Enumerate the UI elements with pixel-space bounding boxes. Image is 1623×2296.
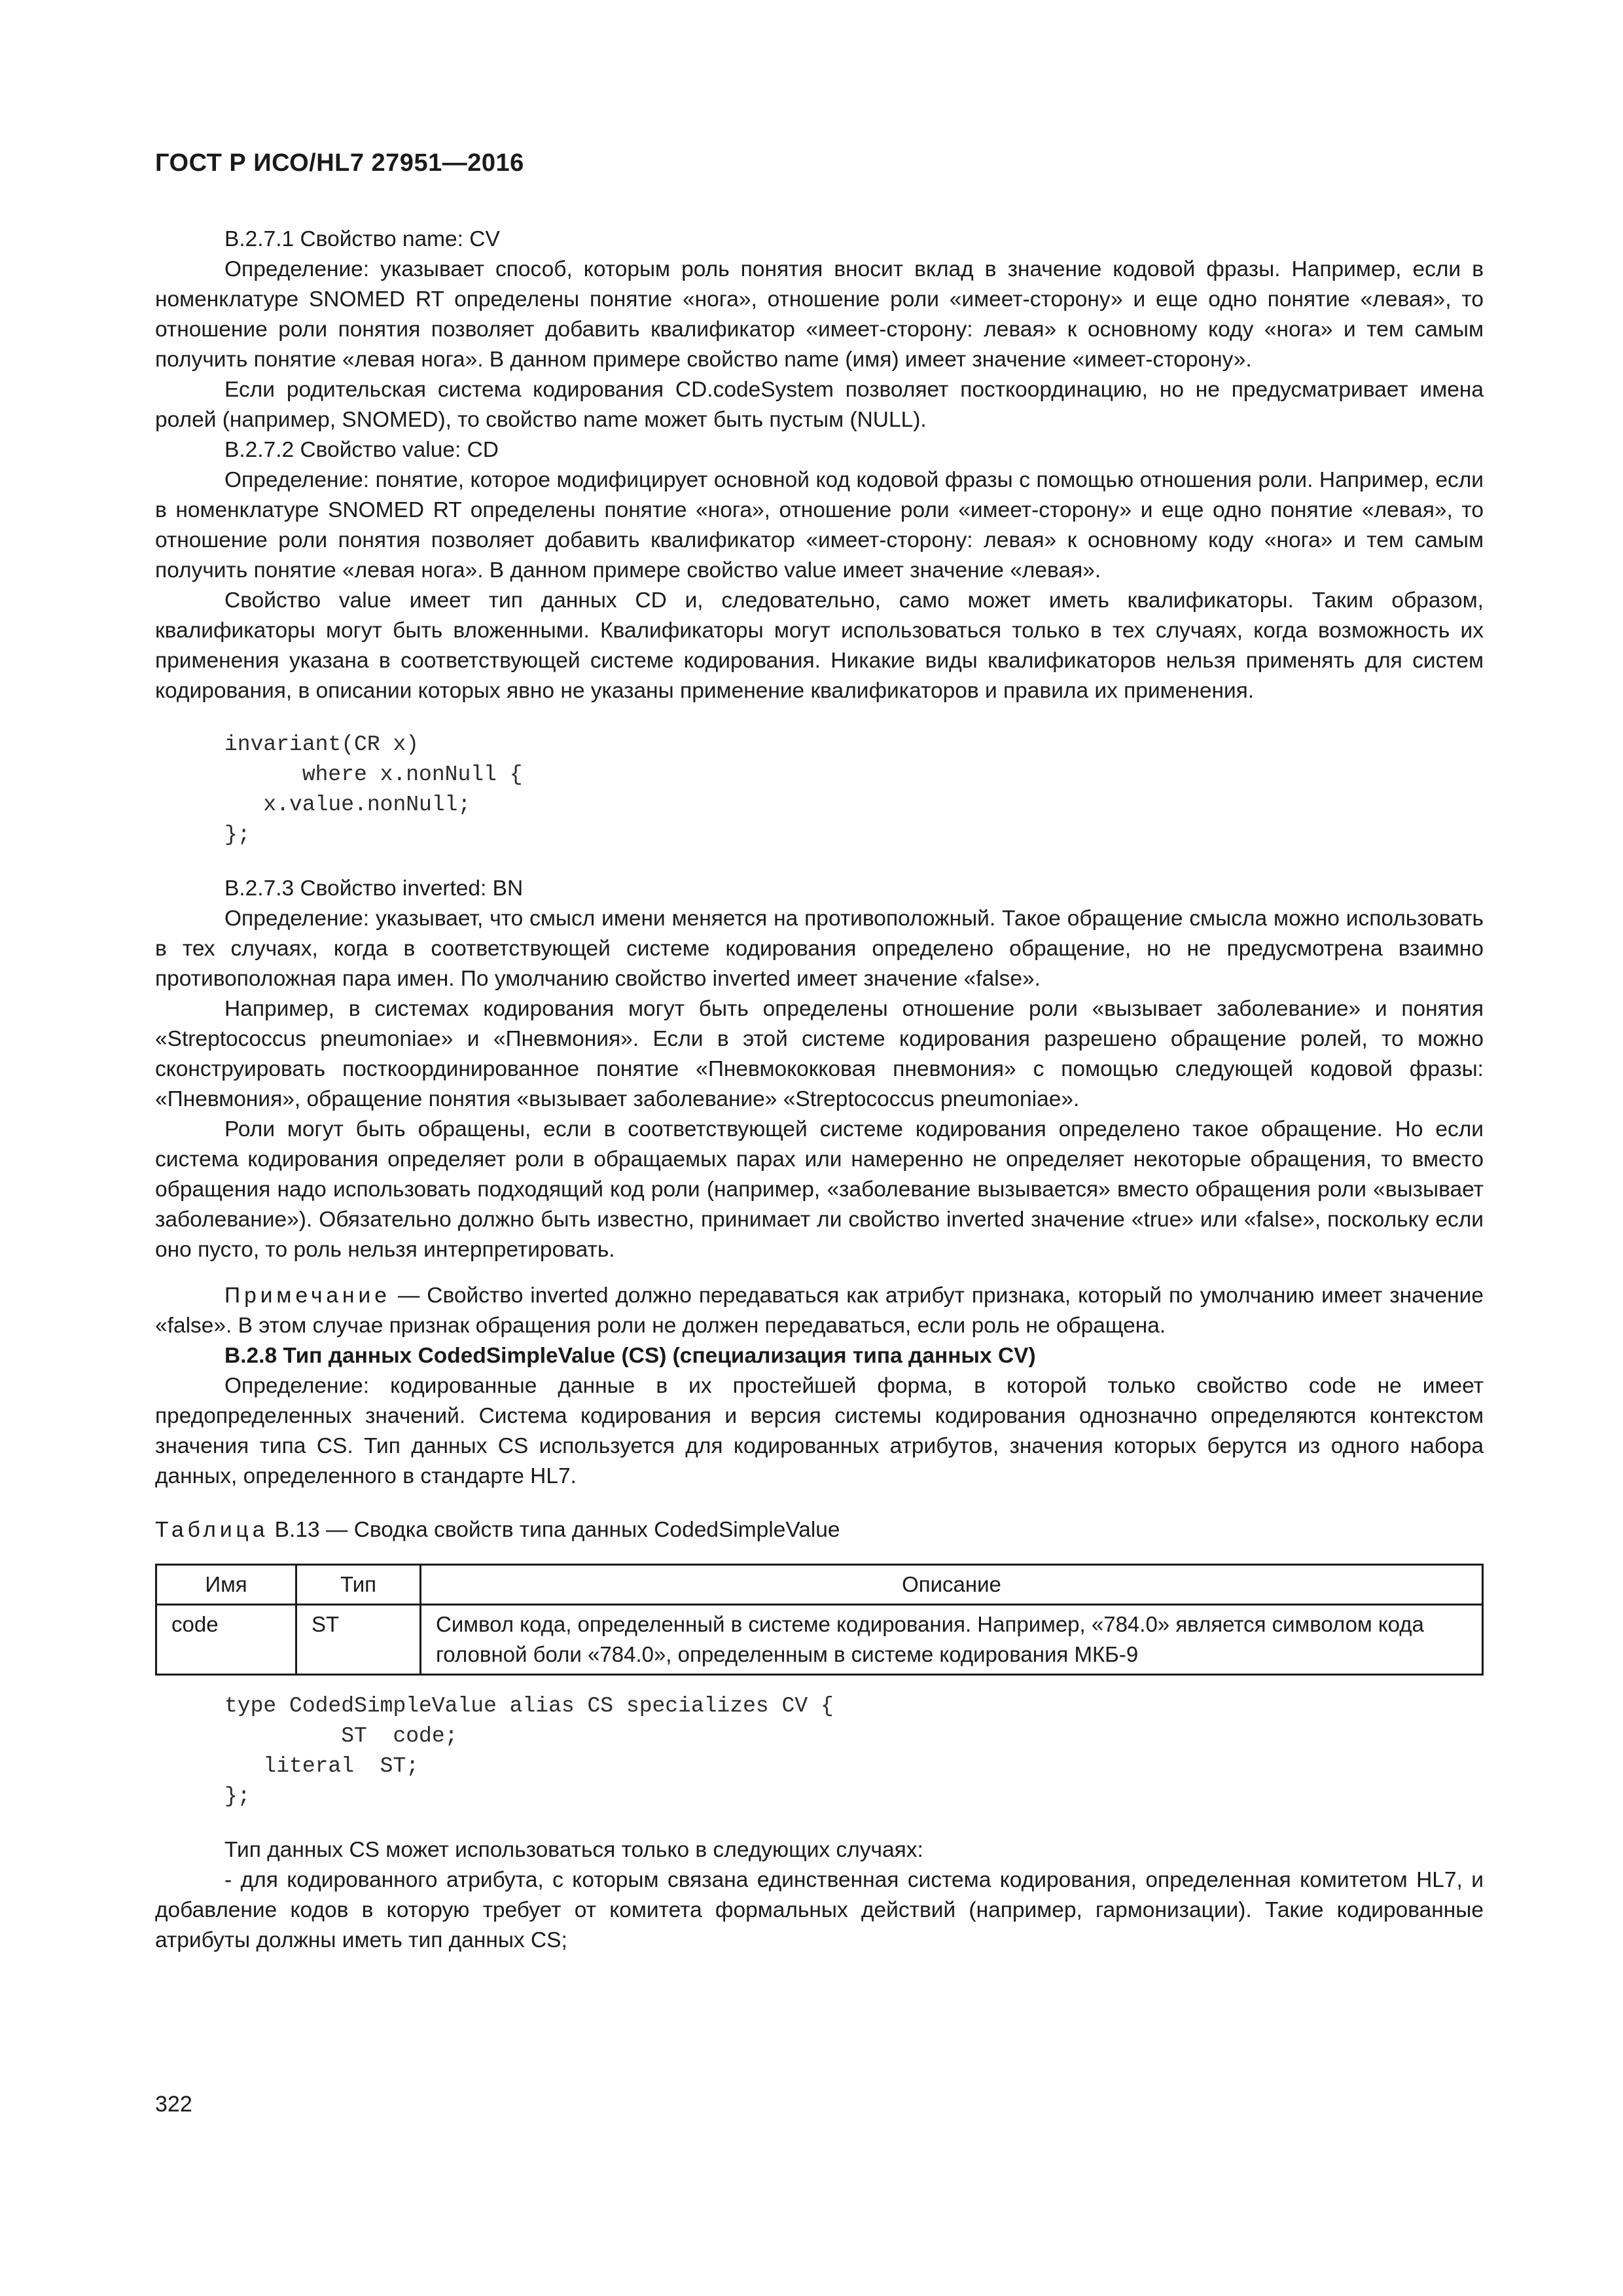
paragraph: Тип данных CS может использоваться только в следующих случаях: <box>224 1838 923 1862</box>
note-paragraph <box>155 1281 1484 1341</box>
section-heading-b273: B.2.7.3 Свойство inverted: BN <box>224 876 524 901</box>
code-line: x.value.nonNull; <box>224 793 471 817</box>
list-item: - для кодированного атрибута, с которым связана единственная система кодирования, определенная комитетом HL7, и добавление кодов в которую требует от комитета формальных действий (например, гармонизации). Такие кодированные атрибуты должны иметь тип данных CS; <box>155 1868 1484 1952</box>
document-page <box>155 149 1484 1956</box>
code-line: invariant(CR x) <box>224 732 419 757</box>
page-number: 322 <box>155 2092 192 2117</box>
table-caption-label: Таблица <box>155 1518 269 1542</box>
section-heading-b28: B.2.8 Тип данных CodedSimpleValue (CS) (специализация типа данных CV) <box>224 1344 1036 1368</box>
paragraph: Свойство value имеет тип данных CD и, следовательно, само может иметь квалификаторы. Таким образом, квалификаторы могут быть вложенными. Квалификаторы могут использоваться только в тех случаях, когда возможность их применения указана в соответствующей системе кодирования. Никакие виды квалификаторов нельзя применять для систем кодирования, в описании которых явно не указаны применение квалификаторов и правила их применения. <box>155 588 1484 703</box>
section-heading-b271: B.2.7.1 Свойство name: CV <box>224 227 500 251</box>
paragraph: Определение: понятие, которое модифицирует основной код кодовой фразы с помощью отношения роли. Например, если в номенклатуре SNOMED RT определены понятие «нога», отношение роли «имеет-сторону» и еще одно понятие «левая», то отношение роли понятия позволяет добавить квалификатор «имеет-сторону: левая» к основному коду «нога» и тем самым получить понятие «левая нога». В данном примере свойство value имеет значение «левая». <box>155 468 1484 583</box>
table-row <box>156 1605 1483 1675</box>
code-line: }; <box>224 1784 251 1808</box>
table-cell: Символ кода, определенный в системе кодирования. Например, «784.0» является символом кода головной боли «784.0», определенным в системе кодирования МКБ-9 <box>421 1605 1483 1675</box>
table-header-row <box>156 1565 1483 1605</box>
paragraph: Определение: указывает, что смысл имени меняется на противоположный. Такое обращение смысла можно использовать в тех случаях, когда в соответствующей системе кодирования определено обращение, но не предусмотрена взаимно противоположная пара имен. По умолчанию свойство inverted имеет значение «false». <box>155 906 1484 991</box>
paragraph: Определение: указывает способ, которым роль понятия вносит вклад в значение кодовой фразы. Например, если в номенклатуре SNOMED RT определены понятие «нога», отношение роли «имеет-сторону» и еще одно понятие «левая», то отношение роли понятия позволяет добавить квалификатор «имеет-сторону: левая» к основному коду «нога» и тем самым получить понятие «левая нога». В данном примере свойство name (имя) имеет значение «имеет-сторону». <box>155 257 1484 372</box>
column-header-description: Описание <box>421 1565 1483 1605</box>
paragraph: Например, в системах кодирования могут быть определены отношение роли «вызывает заболевание» и понятия «Streptococcus pneumoniae» и «Пневмония». Если в этой системе кодирования разрешено обращение ролей, то можно сконструировать посткоординированное понятие «Пневмококковая пневмония» с помощью следующей кодовой фразы: «Пневмония», обращение понятия «вызывает заболевание» «Streptococcus pneumoniae». <box>155 997 1484 1111</box>
code-line: type CodedSimpleValue alias CS specializes CV { <box>224 1694 834 1718</box>
code-block-type-definition <box>155 1691 1484 1812</box>
column-header-type: Тип <box>296 1565 421 1605</box>
paragraph: Если родительская система кодирования CD.codeSystem позволяет посткоординацию, но не предусматривает имена ролей (например, SNOMED), то свойство name может быть пустым (NULL). <box>155 378 1484 432</box>
code-line: where x.nonNull { <box>224 762 523 787</box>
code-line: ST code; <box>224 1724 458 1748</box>
table-caption <box>155 1515 1484 1545</box>
table-cell: ST <box>296 1605 421 1675</box>
paragraph: Определение: кодированные данные в их простейшей форма, в которой только свойство code не имеет предопределенных значений. Система кодирования и версия системы кодирования однозначно определяются контекстом значения типа CS. Тип данных CS используется для кодированных атрибутов, значения которых берутся из одного набора данных, определенного в стандарте HL7. <box>155 1374 1484 1488</box>
code-line: literal ST; <box>224 1754 419 1778</box>
code-block-invariant <box>155 730 1484 850</box>
paragraph: Роли могут быть обращены, если в соответствующей системе кодирования определено такое обращение. Но если система кодирования определяет роли в обращаемых парах или намеренно не определяет некоторые обращения, то вместо обращения надо использовать подходящий код роли (например, «заболевание вызывается» вместо обращения роли «вызывает заболевание»). Обязательно должно быть известно, принимает ли свойство inverted значение «true» или «false», поскольку если оно пусто, то роль нельзя интерпретировать. <box>155 1117 1484 1262</box>
document-header: ГОСТ Р ИСО/HL7 27951—2016 <box>155 149 524 177</box>
column-header-name: Имя <box>156 1565 296 1605</box>
note-text: — Свойство inverted должно передаваться как атрибут признака, который по умолчанию имеет значение «false». В этом случае признак обращения роли не должен передаваться, если роль не обращена. <box>155 1283 1484 1338</box>
table-caption-text: B.13 — Сводка свойств типа данных CodedSimpleValue <box>268 1518 840 1542</box>
code-line: }; <box>224 823 251 847</box>
section-heading-b272: B.2.7.2 Свойство value: CD <box>224 438 499 462</box>
table-cell: code <box>156 1605 296 1675</box>
properties-table <box>155 1564 1484 1676</box>
note-label: Примечание <box>224 1283 391 1308</box>
